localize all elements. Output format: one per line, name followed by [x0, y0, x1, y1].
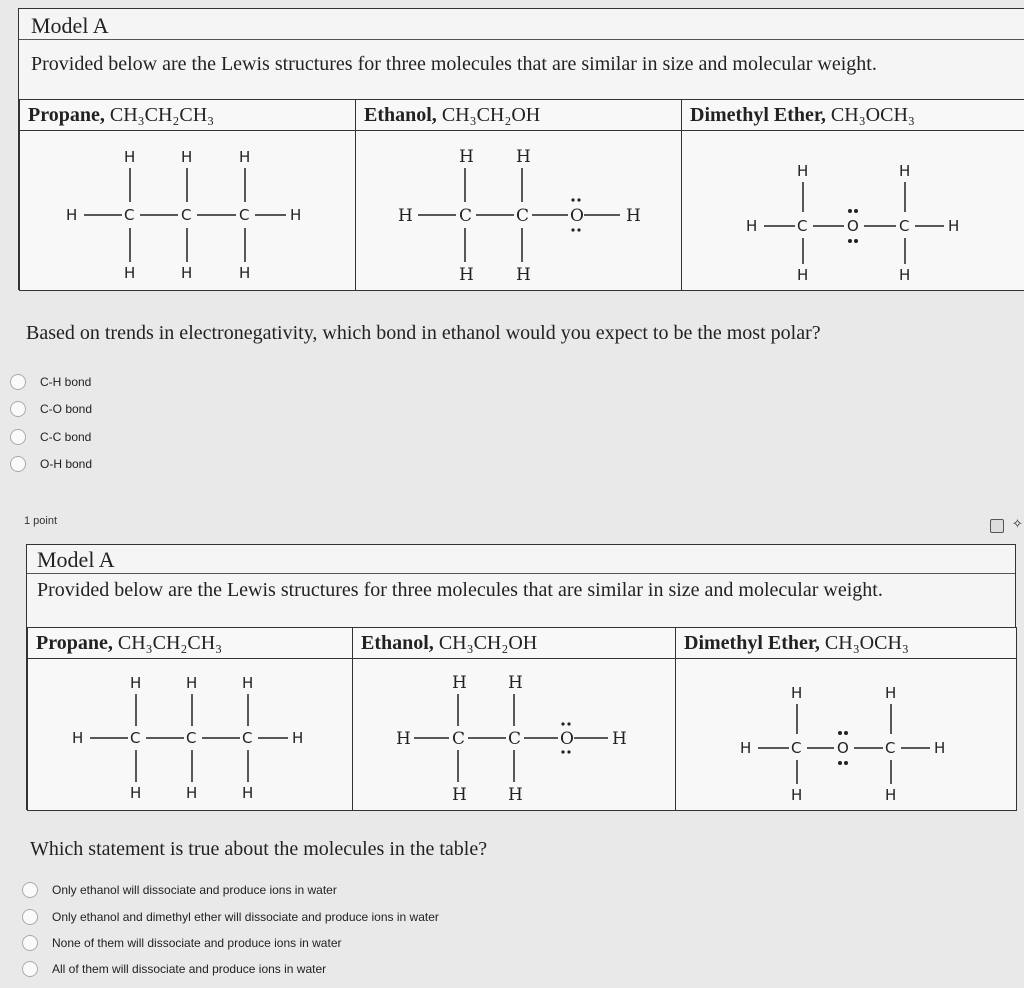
radio-button[interactable]	[22, 909, 38, 925]
option-label: None of them will dissociate and produce ions in water	[52, 936, 342, 950]
svg-text:C: C	[452, 729, 466, 749]
svg-text:O: O	[837, 739, 849, 757]
svg-text:H: H	[612, 729, 627, 749]
q1-question-text: Based on trends in electronegativity, which bond in ethanol would you expect to be the most polar?	[26, 322, 821, 344]
svg-text:H: H	[516, 147, 531, 167]
svg-text:H: H	[516, 265, 531, 284]
svg-text:H: H	[181, 148, 193, 166]
q2-molecule-table	[27, 627, 1017, 811]
svg-text:H: H	[452, 673, 467, 693]
option-label: C-H bond	[40, 375, 92, 389]
svg-text:C: C	[885, 739, 896, 757]
svg-text:C: C	[508, 729, 522, 749]
svg-text:H: H	[398, 206, 413, 226]
q1-header-ethanol: Ethanol, CH₃CH₂OH	[364, 104, 541, 126]
svg-text:H: H	[459, 147, 474, 167]
svg-text:C: C	[181, 206, 192, 224]
svg-text:H: H	[740, 739, 752, 757]
q2-option-all[interactable]	[22, 961, 326, 977]
svg-text:C: C	[124, 206, 135, 224]
option-label: C-C bond	[40, 430, 92, 444]
svg-text:H: H	[130, 674, 142, 692]
q1-propane-structure	[60, 144, 320, 284]
svg-text:H: H	[66, 206, 78, 224]
svg-text:H: H	[791, 684, 803, 702]
q2-model-description: Provided below are the Lewis structures for three molecules that are similar in size and molecular weight.	[37, 579, 883, 601]
radio-button[interactable]	[10, 401, 26, 417]
q1-model-title: Model A	[31, 13, 109, 38]
svg-text:C: C	[239, 206, 250, 224]
svg-text:H: H	[746, 217, 758, 235]
svg-text:C: C	[186, 729, 197, 747]
radio-button[interactable]	[22, 935, 38, 951]
svg-text:C: C	[242, 729, 253, 747]
q1-header-propane: Propane, CH₃CH₂CH₃	[28, 104, 215, 126]
svg-text:H: H	[130, 784, 142, 802]
svg-text:H: H	[181, 264, 193, 282]
option-label: All of them will dissociate and produce ions in water	[52, 962, 327, 976]
option-label: C-O bond	[40, 402, 93, 416]
radio-button[interactable]	[22, 882, 38, 898]
svg-text:H: H	[239, 148, 251, 166]
svg-text:H: H	[948, 217, 960, 235]
q1-model-box	[18, 8, 1024, 290]
q2-dimethyl-ether-structure	[734, 676, 994, 816]
svg-text:H: H	[459, 265, 474, 284]
svg-text:H: H	[934, 739, 946, 757]
q1-option-cc-bond[interactable]	[10, 429, 91, 445]
q2-propane-structure	[68, 670, 328, 810]
svg-text:C: C	[459, 206, 473, 226]
svg-text:H: H	[186, 784, 198, 802]
q2-header-dimethyl-ether: Dimethyl Ether, CH₃OCH₃	[684, 632, 909, 654]
svg-text:H: H	[239, 264, 251, 282]
svg-text:C: C	[130, 729, 141, 747]
q1-option-oh-bond[interactable]	[10, 456, 92, 472]
q2-option-ethanol-and-ether[interactable]	[22, 909, 439, 925]
q1-option-co-bond[interactable]	[10, 401, 92, 417]
q2-option-none[interactable]	[22, 935, 342, 951]
svg-text:O: O	[570, 206, 584, 226]
svg-text:C: C	[797, 217, 808, 235]
svg-text:H: H	[885, 786, 897, 804]
svg-text:H: H	[186, 674, 198, 692]
svg-text:H: H	[72, 729, 84, 747]
svg-text:H: H	[791, 786, 803, 804]
svg-text:H: H	[396, 729, 411, 749]
svg-text:H: H	[899, 162, 911, 180]
svg-text:O: O	[847, 217, 859, 235]
option-label: Only ethanol will dissociate and produce ions in water	[52, 883, 337, 897]
radio-button[interactable]	[22, 961, 38, 977]
option-label: Only ethanol and dimethyl ether will dissociate and produce ions in water	[52, 910, 439, 924]
svg-text:H: H	[797, 162, 809, 180]
radio-button[interactable]	[10, 374, 26, 390]
svg-text:H: H	[124, 264, 136, 282]
svg-text:H: H	[899, 266, 911, 284]
q2-question-text: Which statement is true about the molecules in the table?	[30, 838, 488, 860]
svg-text:H: H	[885, 684, 897, 702]
q1-dimethyl-ether-structure	[740, 150, 1000, 290]
option-label: O-H bond	[40, 457, 93, 471]
pin-icon[interactable]: ✧	[1012, 516, 1023, 531]
svg-text:H: H	[508, 673, 523, 693]
svg-text:H: H	[797, 266, 809, 284]
svg-text:H: H	[290, 206, 302, 224]
svg-text:C: C	[516, 206, 530, 226]
q2-header-ethanol: Ethanol, CH₃CH₂OH	[361, 632, 538, 654]
q2-model-box	[26, 544, 1016, 810]
q1-header-dimethyl-ether: Dimethyl Ether, CH₃OCH₃	[690, 104, 915, 126]
q2-model-title: Model A	[37, 547, 115, 572]
q2-points-label: 1 point	[24, 515, 58, 527]
svg-text:H: H	[242, 784, 254, 802]
svg-text:H: H	[626, 206, 641, 226]
svg-text:O: O	[560, 729, 574, 749]
q2-option-only-ethanol[interactable]	[22, 882, 337, 898]
svg-text:H: H	[242, 674, 254, 692]
svg-text:H: H	[292, 729, 304, 747]
svg-text:H: H	[508, 785, 523, 805]
q1-molecule-table	[19, 99, 1024, 291]
svg-text:C: C	[791, 739, 802, 757]
calculator-icon[interactable]	[990, 519, 1004, 533]
q2-ethanol-structure	[390, 670, 660, 810]
q2-header-propane: Propane, CH₃CH₂CH₃	[36, 632, 223, 654]
radio-button[interactable]	[10, 456, 26, 472]
q1-model-description: Provided below are the Lewis structures for three molecules that are similar in size and molecular weight.	[31, 53, 877, 75]
svg-text:H: H	[452, 785, 467, 805]
svg-text:H: H	[124, 148, 136, 166]
q1-option-ch-bond[interactable]	[10, 374, 91, 390]
svg-text:C: C	[899, 217, 910, 235]
radio-button[interactable]	[10, 429, 26, 445]
q1-ethanol-structure	[390, 144, 660, 284]
